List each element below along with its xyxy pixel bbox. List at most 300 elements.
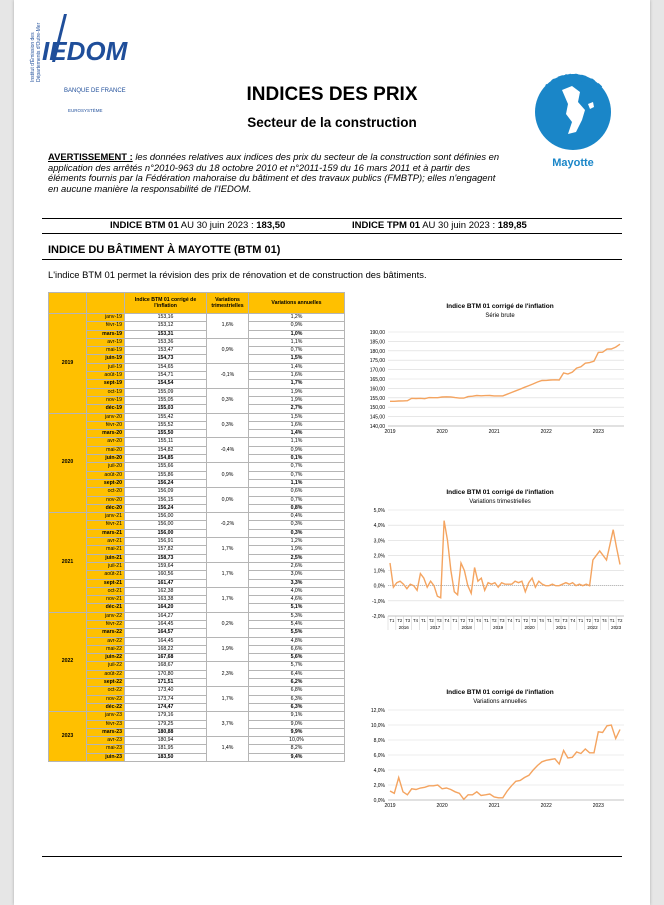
y-tick-label: 8,0% [373,738,385,744]
table-row [49,637,345,645]
table-header-cell [87,293,125,314]
quarterly-variation-cell: -0,2% [207,513,249,538]
table-row [49,479,345,487]
table-header-cell: Variations annuelles [249,293,345,314]
index-value-cell: 153,47 [125,347,207,355]
btm-summary [110,220,285,231]
table-row [49,596,345,604]
table-row [49,396,345,404]
index-value-cell: 153,16 [125,314,207,322]
y-tick-label: 185,00 [369,339,385,346]
annual-variation-cell: 9,9% [249,728,345,736]
month-cell: mars-21 [87,529,125,537]
month-cell: nov-19 [87,396,125,404]
y-tick-label: -2,0% [371,614,385,620]
index-value-cell: 181,95 [125,745,207,753]
tpm-value: 189,85 [497,220,527,231]
quarter-label: T3 [468,618,474,623]
index-value-cell: 164,20 [125,604,207,612]
x-tick-label: 2019 [384,803,396,809]
annual-variation-cell: 0,6% [249,488,345,496]
month-cell: mai-20 [87,446,125,454]
annual-variation-cell: 1,2% [249,538,345,546]
month-cell: févr-23 [87,720,125,728]
y-tick-label: 160,00 [369,386,385,393]
index-value-cell: 164,27 [125,612,207,620]
annual-variation-cell: 0,8% [249,504,345,512]
table-row [49,513,345,521]
month-cell: déc-20 [87,504,125,512]
index-value-cell: 156,00 [125,513,207,521]
table-row [49,753,345,761]
agency-top-text: AGENCE DE [542,72,604,94]
annual-variation-cell: 0,7% [249,496,345,504]
index-value-cell: 155,86 [125,471,207,479]
index-value-cell: 183,50 [125,753,207,761]
year-label: 2020 [524,625,535,630]
month-cell: juil-21 [87,562,125,570]
quarterly-variation-cell: 0,3% [207,413,249,438]
index-value-cell: 180,88 [125,728,207,736]
quarterly-variation-cell: 0,3% [207,388,249,413]
quarter-label: T2 [460,618,466,623]
annual-variation-cell: 1,5% [249,413,345,421]
index-value-cell: 156,09 [125,488,207,496]
month-cell: sept-19 [87,380,125,388]
table-row [49,488,345,496]
month-cell: sept-20 [87,479,125,487]
logo-line2: EUROSYSTÈME [68,108,103,113]
index-value-cell: 164,45 [125,620,207,628]
index-value-cell: 156,24 [125,504,207,512]
table-row [49,338,345,346]
table-row [49,538,345,546]
index-value-cell: 156,15 [125,496,207,504]
annual-variation-cell: 1,2% [249,314,345,322]
agency-mayotte-logo [528,52,622,176]
table-row [49,463,345,471]
quarter-label: T1 [483,618,489,623]
annual-variation-cell: 9,4% [249,753,345,761]
index-value-cell: 173,40 [125,687,207,695]
y-tick-label: 12,0% [370,708,385,714]
index-value-cell: 170,80 [125,670,207,678]
month-cell: juin-20 [87,455,125,463]
month-cell: mai-22 [87,645,125,653]
index-value-cell: 159,64 [125,562,207,570]
month-cell: nov-21 [87,596,125,604]
month-cell: oct-22 [87,687,125,695]
y-tick-label: 2,0% [373,783,385,789]
annual-variation-cell: 1,1% [249,479,345,487]
table-row [49,703,345,711]
page-subtitle: Secteur de la construction [247,115,417,130]
annual-variation-cell: 2,7% [249,405,345,413]
y-tick-label: 175,00 [369,358,385,365]
annual-variation-cell: 9,0% [249,720,345,728]
annual-variation-cell: 1,9% [249,396,345,404]
annual-variation-cell: 0,1% [249,455,345,463]
month-cell: nov-20 [87,496,125,504]
index-summary-box [42,218,622,234]
year-cell: 2022 [49,612,87,712]
table-row [49,571,345,579]
table-row [49,712,345,720]
quarter-label: T4 [570,618,576,623]
annual-variation-cell: 1,5% [249,355,345,363]
table-row [49,679,345,687]
index-value-cell: 154,65 [125,363,207,371]
x-tick-label: 2022 [540,429,552,435]
year-cell: 2021 [49,513,87,613]
month-cell: juil-19 [87,363,125,371]
year-label: 2017 [430,625,441,630]
index-value-cell: 168,67 [125,662,207,670]
annual-variation-cell: 2,5% [249,554,345,562]
quarter-label: T1 [546,618,552,623]
index-value-cell: 160,56 [125,571,207,579]
month-cell: déc-22 [87,703,125,711]
quarterly-variation-cell: 1,7% [207,538,249,563]
annual-variation-cell: 5,5% [249,629,345,637]
annual-variation-cell: 6,4% [249,670,345,678]
quarter-label: T3 [436,618,442,623]
quarter-label: T4 [413,618,418,623]
annual-variation-cell: 9,1% [249,712,345,720]
y-tick-label: 190,00 [369,330,385,336]
x-tick-label: 2023 [592,429,604,435]
month-cell: mars-20 [87,430,125,438]
quarter-label: T1 [578,618,584,623]
index-value-cell: 164,57 [125,629,207,637]
month-cell: avr-19 [87,338,125,346]
month-cell: janv-21 [87,513,125,521]
index-value-cell: 155,66 [125,463,207,471]
month-cell: juil-22 [87,662,125,670]
quarterly-variation-cell: 1,9% [207,637,249,662]
quarter-label: T2 [523,618,529,623]
chart-variations-annuelles [352,684,628,816]
annual-variation-cell: 5,1% [249,604,345,612]
section-intro: L'indice BTM 01 permet la révision des prix de rénovation et de construction des bâtiments. [48,269,427,280]
year-cell: 2020 [49,413,87,513]
warning-paragraph [48,152,500,194]
index-value-cell: 154,71 [125,372,207,380]
table-row [49,629,345,637]
month-cell: mai-21 [87,546,125,554]
table-row [49,330,345,338]
x-tick-label: 2021 [488,429,500,435]
quarter-label: T2 [554,618,560,623]
bottom-divider [42,856,622,857]
y-tick-label: 170,00 [369,367,385,374]
index-value-cell: 153,36 [125,338,207,346]
month-cell: nov-22 [87,695,125,703]
month-cell: avr-20 [87,438,125,446]
y-tick-label: 140,00 [369,424,385,430]
index-value-cell: 155,05 [125,396,207,404]
month-cell: mai-23 [87,745,125,753]
quarter-label: T1 [452,618,458,623]
index-value-cell: 179,25 [125,720,207,728]
table-row [49,529,345,537]
x-tick-label: 2020 [436,429,448,435]
month-cell: déc-21 [87,604,125,612]
y-tick-label: 1,0% [373,568,385,575]
agency-bottom-text: Mayotte [552,157,594,169]
month-cell: déc-19 [87,405,125,413]
index-value-cell: 162,38 [125,587,207,595]
month-cell: sept-22 [87,679,125,687]
chart-subtitle: Variations trimestrielles [469,499,531,505]
table-row [49,645,345,653]
tpm-label: INDICE TPM 01 [352,220,421,231]
index-value-cell: 180,94 [125,737,207,745]
table-row [49,728,345,736]
quarter-label: T2 [586,618,592,623]
quarterly-variation-cell: 3,7% [207,712,249,737]
month-cell: oct-20 [87,488,125,496]
index-value-cell: 155,03 [125,405,207,413]
index-value-cell: 163,38 [125,596,207,604]
annual-variation-cell: 0,7% [249,471,345,479]
y-tick-label: 0,0% [373,583,385,590]
annual-variation-cell: 1,4% [249,363,345,371]
index-value-cell: 154,73 [125,355,207,363]
chart-subtitle: Variations annuelles [473,699,527,705]
quarterly-variation-cell: 0,9% [207,463,249,488]
quarterly-variation-cell: 0,9% [207,338,249,363]
index-value-cell: 154,54 [125,380,207,388]
month-cell: juin-19 [87,355,125,363]
table-header-cell: Indice BTM 01 corrigé de l'inflation [125,293,207,314]
month-cell: juin-23 [87,753,125,761]
table-row [49,546,345,554]
index-value-cell: 153,31 [125,330,207,338]
series-line [390,521,620,598]
month-cell: avr-23 [87,737,125,745]
index-value-cell: 156,00 [125,529,207,537]
month-cell: mars-22 [87,629,125,637]
table-row [49,670,345,678]
month-cell: juin-22 [87,654,125,662]
annual-variation-cell: 2,6% [249,562,345,570]
table-row [49,471,345,479]
annual-variation-cell: 6,8% [249,687,345,695]
year-label: 2022 [587,625,598,630]
annual-variation-cell: 0,7% [249,463,345,471]
quarterly-variation-cell: 2,3% [207,662,249,687]
index-value-cell: 155,52 [125,421,207,429]
chart-subtitle: Série brute [485,313,515,319]
x-tick-label: 2022 [540,803,552,809]
month-cell: août-19 [87,372,125,380]
x-tick-label: 2021 [488,803,500,809]
y-tick-label: 145,00 [369,414,385,421]
annual-variation-cell: 6,6% [249,645,345,653]
month-cell: avr-22 [87,637,125,645]
annual-variation-cell: 0,9% [249,322,345,330]
annual-variation-cell: 1,9% [249,546,345,554]
quarter-label: T1 [389,618,395,623]
y-tick-label: 4,0% [373,768,385,774]
index-value-cell: 154,85 [125,455,207,463]
table-row [49,720,345,728]
table-body [49,314,345,762]
annual-variation-cell: 4,0% [249,587,345,595]
quarter-label: T2 [397,618,403,623]
table-row [49,504,345,512]
month-cell: avr-21 [87,538,125,546]
annual-variation-cell: 0,3% [249,529,345,537]
quarter-label: T2 [491,618,497,623]
index-value-cell: 155,09 [125,388,207,396]
y-tick-label: 2,0% [373,553,385,560]
logo-vertical-text: Institut d'Émission des Départements d'Outre-Mer [30,22,42,82]
index-value-cell: 153,12 [125,322,207,330]
annual-variation-cell: 0,4% [249,513,345,521]
quarter-label: T1 [515,618,521,623]
annual-variation-cell: 4,6% [249,596,345,604]
annual-variation-cell: 1,6% [249,421,345,429]
y-tick-label: 155,00 [369,395,385,402]
annual-variation-cell: 8,2% [249,745,345,753]
month-cell: févr-19 [87,322,125,330]
btm-value: 183,50 [256,220,286,231]
month-cell: juin-21 [87,554,125,562]
x-tick-label: 2019 [384,429,396,435]
btm-data-table [48,292,345,762]
annual-variation-cell: 3,0% [249,571,345,579]
btm-label: INDICE BTM 01 [110,220,179,231]
quarter-label: T3 [562,618,568,623]
month-cell: janv-19 [87,314,125,322]
index-value-cell: 156,91 [125,538,207,546]
table-header-cell [49,293,87,314]
quarter-label: T3 [405,618,411,623]
month-cell: août-20 [87,471,125,479]
x-tick-label: 2020 [436,803,448,809]
index-value-cell: 179,16 [125,712,207,720]
table-row [49,430,345,438]
quarter-label: T2 [428,618,434,623]
quarterly-variation-cell: 1,7% [207,687,249,712]
series-line [390,344,620,401]
annual-variation-cell: 6,3% [249,695,345,703]
table-row [49,322,345,330]
table-row [49,745,345,753]
annual-variation-cell: 0,7% [249,347,345,355]
table-row [49,737,345,745]
series-line [390,725,620,799]
year-label: 2023 [611,625,622,630]
page-title: INDICES DES PRIX [246,84,418,105]
index-value-cell: 174,47 [125,703,207,711]
annual-variation-cell: 5,6% [249,654,345,662]
warning-text: les données relatives aux indices des prix du secteur de la construction sont définies en application des arrêtés n°2010-963 du 18 octobre 2010 et n°2011-159 du 16 mars 2011 et à partir des éléments fournis par la Fédération mahoraise du bâtiment et des travaux publics (FMBTP); elles n'engagent en aucune manière la responsabilité de l'IEDOM. [48,151,500,194]
y-tick-label: 5,0% [373,508,385,514]
index-value-cell: 173,74 [125,695,207,703]
quarterly-variation-cell: 0,2% [207,612,249,637]
table-row [49,446,345,454]
annual-variation-cell: 1,1% [249,438,345,446]
section-heading: INDICE DU BÂTIMENT À MAYOTTE (BTM 01) [48,244,281,256]
annual-variation-cell: 1,6% [249,372,345,380]
chart-serie-brute [352,298,628,440]
warning-label: AVERTISSEMENT : [48,151,133,162]
table-row [49,604,345,612]
section-divider [42,259,622,260]
table-row [49,620,345,628]
year-label: 2016 [398,625,409,630]
year-cell: 2019 [49,314,87,414]
annual-variation-cell: 1,1% [249,338,345,346]
y-tick-label: 0,0% [373,798,385,804]
quarter-label: T3 [594,618,599,623]
chart-variations-trimestrielles [352,484,628,640]
y-tick-label: 6,0% [373,753,385,759]
index-value-cell: 156,00 [125,521,207,529]
annual-variation-cell: 10,0% [249,737,345,745]
quarterly-variation-cell: 1,6% [207,314,249,339]
table-row [49,521,345,529]
btm-date: AU 30 juin 2023 : [178,220,257,231]
month-cell: févr-22 [87,620,125,628]
month-cell: août-21 [87,571,125,579]
y-tick-label: 3,0% [373,538,385,545]
table-row [49,455,345,463]
table-row [49,496,345,504]
table-row [49,695,345,703]
annual-variation-cell: 6,3% [249,703,345,711]
quarter-label: T1 [420,618,426,623]
y-tick-label: 4,0% [373,523,385,530]
month-cell: févr-20 [87,421,125,429]
quarter-label: T4 [476,618,481,623]
annual-variation-cell: 4,8% [249,637,345,645]
annual-variation-cell: 1,9% [249,388,345,396]
month-cell: mai-19 [87,347,125,355]
table-row [49,413,345,421]
quarter-label: T4 [507,618,513,623]
y-tick-label: 10,0% [370,723,385,729]
quarter-label: T3 [499,618,505,623]
quarter-label: T2 [617,618,623,623]
quarterly-variation-cell: 1,7% [207,562,249,587]
index-value-cell: 164,45 [125,637,207,645]
logo-line1: BANQUE DE FRANCE [64,88,126,94]
x-tick-label: 2023 [592,803,604,809]
table-row [49,562,345,570]
index-value-cell: 161,47 [125,579,207,587]
index-value-cell: 158,73 [125,554,207,562]
table-row [49,388,345,396]
year-label: 2018 [461,625,472,630]
annual-variation-cell: 0,9% [249,446,345,454]
year-label: 2019 [493,625,504,630]
table-row [49,687,345,695]
month-cell: janv-20 [87,413,125,421]
table-row [49,372,345,380]
index-value-cell: 167,68 [125,654,207,662]
annual-variation-cell: 6,2% [249,679,345,687]
quarter-label: T4 [444,618,450,623]
y-tick-label: 150,00 [369,405,385,412]
table-row [49,355,345,363]
quarterly-variation-cell: 0,0% [207,488,249,513]
annual-variation-cell: 1,7% [249,380,345,388]
annual-variation-cell: 5,7% [249,662,345,670]
